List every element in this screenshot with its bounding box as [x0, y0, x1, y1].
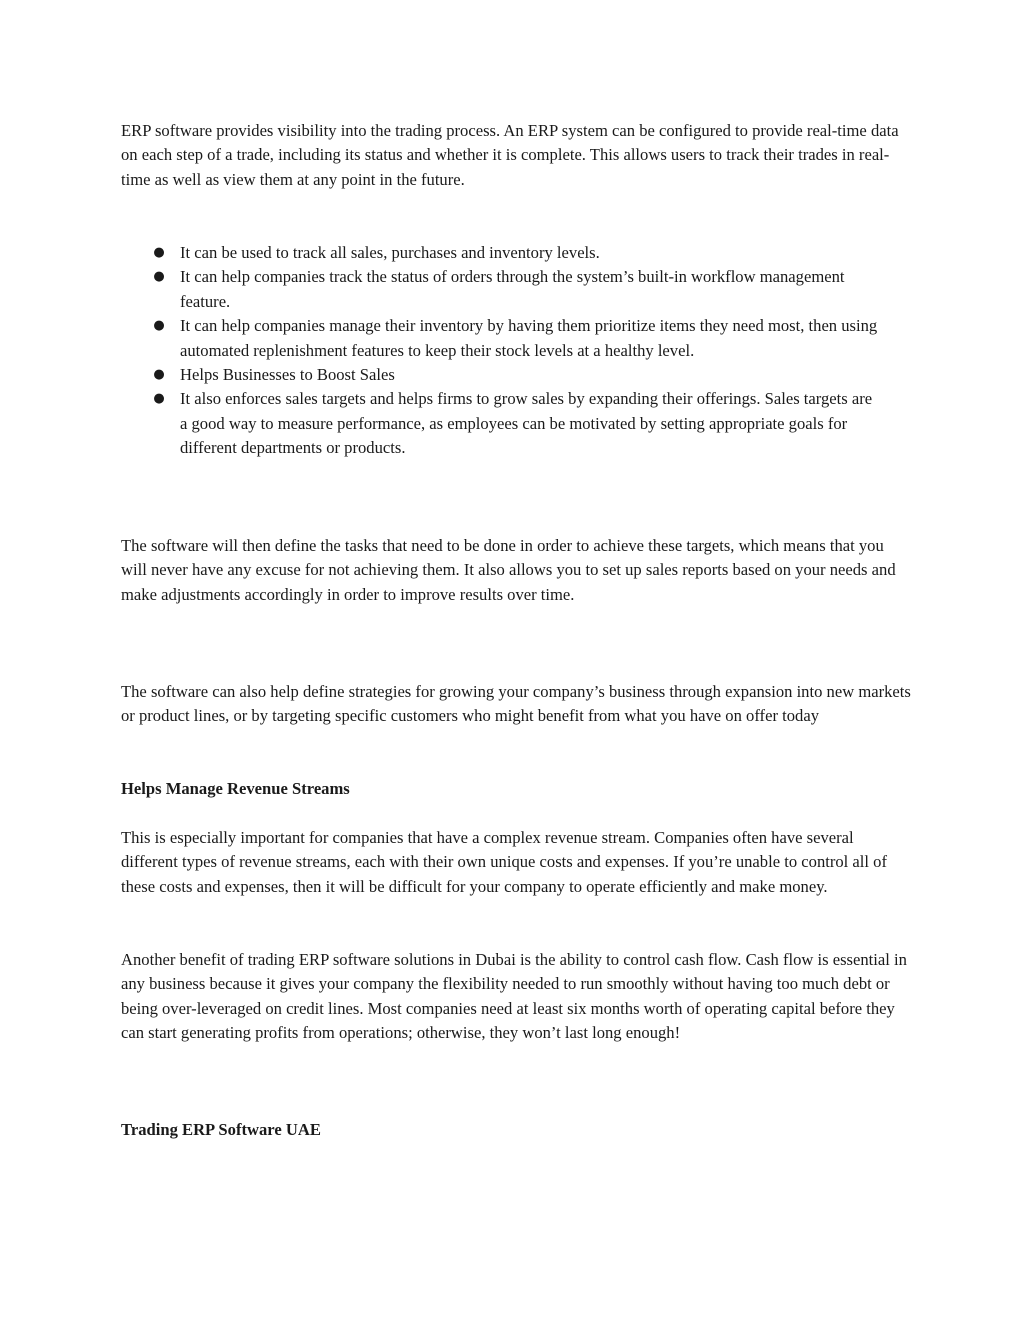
revenue-streams-heading: Helps Manage Revenue Streams — [121, 779, 350, 798]
bullet-icon: ● — [153, 245, 165, 260]
targets-paragraph: The software will then define the tasks that need to be done in order to achieve these targets, which means that you will never have any excuse for not achieving them. It also allows you to set up sales reports based on your needs and make adjustments accordingly in order to improve results over time. — [121, 536, 896, 604]
list-item — [121, 314, 881, 363]
cash-flow-paragraph: Another benefit of trading ERP software solutions in Dubai is the ability to control cash flow. Cash flow is essential in any business because it gives your company the flexibility needed to run smoothly without having too much debt or being over-leveraged on credit lines. Most companies need at least six months worth of operating capital before they can start generating profits from operations; otherwise, they won’t last long enough! — [121, 950, 907, 1043]
bullet-icon: ● — [153, 318, 165, 334]
strategies-paragraph: The software can also help define strategies for growing your company’s business through expansion into new markets or product lines, or by targeting specific customers who might benefit from what you have on offer today — [121, 682, 911, 726]
bullet-icon: ● — [153, 391, 165, 407]
list-item — [121, 241, 881, 265]
list-item-text: Helps Businesses to Boost Sales — [180, 365, 395, 385]
intro-paragraph: ERP software provides visibility into the trading process. An ERP system can be configured to provide real-time data on each step of a trade, including its status and whether it is complete. This allows users to track their trades in real-time as well as view them at any point in the future. — [121, 121, 899, 189]
list-item-text: It can be used to track all sales, purchases and inventory levels. — [180, 243, 600, 262]
list-item-text: It can help companies manage their inventory by having them prioritize items they need most, then using automated replenishment features to keep their stock levels at a healthy level. — [180, 316, 878, 360]
list-item — [121, 265, 881, 314]
bullet-icon: ● — [153, 269, 165, 285]
bullet-icon: ● — [153, 367, 165, 383]
feature-bullet-list — [121, 241, 881, 461]
list-item-text: It also enforces sales targets and helps firms to grow sales by expanding their offerings. Sales targets are a good way to measure performance, as employees can be motivated by setting appropriate goals for different departments or products. — [180, 389, 873, 458]
list-item-text: It can help companies track the status of orders through the system’s built-in workflow management feature. — [180, 267, 845, 311]
list-item — [121, 363, 881, 387]
trading-erp-uae-heading: Trading ERP Software UAE — [121, 1120, 321, 1139]
list-item — [121, 387, 881, 460]
revenue-paragraph: This is especially important for companies that have a complex revenue stream. Companies often have several different types of revenue streams, each with their own unique costs and expenses. If you’re unable to control all of these costs and expenses, then it will be difficult for your company to operate efficiently and make money. — [121, 828, 887, 896]
